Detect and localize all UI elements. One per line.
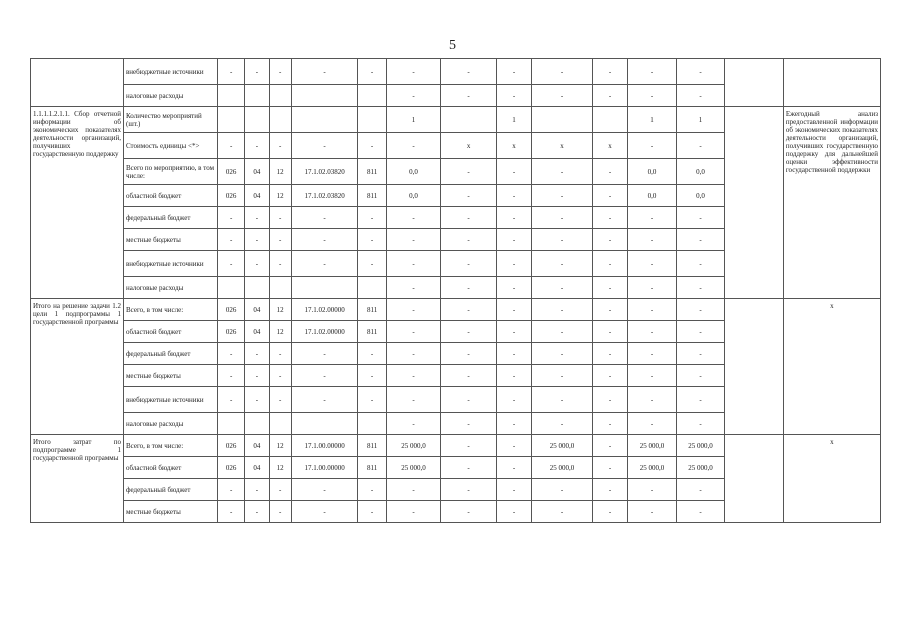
table-cell: -	[592, 321, 627, 343]
table-cell: 17.1.02.03820	[291, 159, 358, 185]
table-cell: -	[386, 501, 441, 523]
table-cell: 1	[386, 107, 441, 133]
table-cell: -	[496, 251, 531, 277]
table-cell: -	[592, 387, 627, 413]
row-label: областной бюджет	[123, 185, 217, 207]
table-cell	[358, 413, 386, 435]
table-cell: -	[496, 159, 531, 185]
table-cell: -	[628, 85, 677, 107]
table-cell: -	[676, 321, 725, 343]
table-cell: -	[532, 85, 593, 107]
table-cell: -	[245, 207, 269, 229]
table-cell	[269, 107, 291, 133]
table-cell: -	[532, 277, 593, 299]
row-label: федеральный бюджет	[123, 343, 217, 365]
table-cell: -	[269, 207, 291, 229]
table-cell: -	[269, 501, 291, 523]
table-cell: 25 000,0	[676, 435, 725, 457]
table-cell: 25 000,0	[676, 457, 725, 479]
table-cell: -	[217, 501, 244, 523]
table-cell: -	[291, 251, 358, 277]
table-cell: -	[441, 457, 497, 479]
row-label: налоговые расходы	[123, 277, 217, 299]
table-cell: -	[386, 321, 441, 343]
empty-column	[725, 299, 784, 435]
table-cell: -	[592, 343, 627, 365]
table-cell: -	[441, 479, 497, 501]
table-cell: 026	[217, 299, 244, 321]
table-cell: 12	[269, 159, 291, 185]
table-cell: 811	[358, 159, 386, 185]
table-cell	[217, 277, 244, 299]
table-cell: 026	[217, 159, 244, 185]
table-cell: -	[269, 251, 291, 277]
block-title: Итого затрат по подпрограмме 1 государственной программы	[31, 435, 124, 523]
table-cell: -	[496, 457, 531, 479]
table-cell: -	[532, 321, 593, 343]
table-cell: -	[358, 229, 386, 251]
table-cell	[532, 107, 593, 133]
table-cell: -	[496, 435, 531, 457]
table-cell: -	[496, 207, 531, 229]
table-cell: -	[217, 343, 244, 365]
table-cell: -	[592, 59, 627, 85]
table-cell: -	[676, 365, 725, 387]
table-cell: 12	[269, 457, 291, 479]
block-title	[31, 59, 124, 107]
table-cell: -	[386, 387, 441, 413]
table-cell: -	[291, 59, 358, 85]
table-cell	[358, 277, 386, 299]
table-cell	[217, 85, 244, 107]
table-cell: x	[532, 133, 593, 159]
table-cell: 811	[358, 321, 386, 343]
table-cell: -	[386, 207, 441, 229]
row-label: местные бюджеты	[123, 229, 217, 251]
table-cell: -	[592, 299, 627, 321]
table-cell: -	[269, 387, 291, 413]
table-cell: -	[496, 85, 531, 107]
table-cell	[592, 107, 627, 133]
table-cell: -	[217, 479, 244, 501]
table-cell: -	[532, 299, 593, 321]
table-cell: 811	[358, 435, 386, 457]
table-cell: 0,0	[628, 159, 677, 185]
table-cell: -	[496, 321, 531, 343]
block-note: x	[783, 299, 880, 435]
table-cell: -	[217, 229, 244, 251]
table-cell: -	[441, 85, 497, 107]
table-cell: -	[628, 387, 677, 413]
table-cell: -	[386, 413, 441, 435]
table-cell: -	[592, 435, 627, 457]
table-cell: -	[217, 387, 244, 413]
budget-table	[30, 58, 881, 523]
block-title: Итого на решение задачи 1.2 цели 1 подпрограммы 1 государственной программы	[31, 299, 124, 435]
table-cell	[269, 85, 291, 107]
table-cell: 17.1.00.00000	[291, 457, 358, 479]
table-cell: -	[532, 59, 593, 85]
table-cell: -	[532, 413, 593, 435]
table-cell: -	[386, 343, 441, 365]
table-cell: -	[291, 343, 358, 365]
table-cell: -	[386, 133, 441, 159]
table-cell: 811	[358, 457, 386, 479]
row-label: местные бюджеты	[123, 365, 217, 387]
block-note: Ежегодный анализ предоставленной информации об экономических показателях деятельности организаций, получивших государственную поддержку для дальнейшей оценки эффективности государственной поддержки	[783, 107, 880, 299]
table-cell: 25 000,0	[628, 435, 677, 457]
table-cell: -	[676, 133, 725, 159]
table-cell: -	[245, 343, 269, 365]
table-cell: -	[496, 185, 531, 207]
row-label: местные бюджеты	[123, 501, 217, 523]
table-cell: 17.1.02.00000	[291, 321, 358, 343]
table-cell: -	[532, 479, 593, 501]
table-cell: 0,0	[676, 159, 725, 185]
table-cell: 026	[217, 435, 244, 457]
table-cell: -	[386, 299, 441, 321]
table-cell: -	[441, 159, 497, 185]
table-cell: -	[628, 277, 677, 299]
table-cell	[217, 107, 244, 133]
table-cell: 17.1.02.03820	[291, 185, 358, 207]
table-cell: -	[592, 185, 627, 207]
table-cell: -	[245, 251, 269, 277]
table-cell: 25 000,0	[532, 457, 593, 479]
table-cell	[291, 107, 358, 133]
table-cell: -	[386, 365, 441, 387]
table-cell: -	[676, 413, 725, 435]
table-cell: 1	[676, 107, 725, 133]
table-cell: x	[441, 133, 497, 159]
table-cell: 0,0	[676, 185, 725, 207]
row-label: внебюджетные источники	[123, 387, 217, 413]
table-cell: -	[245, 501, 269, 523]
table-cell: 04	[245, 159, 269, 185]
table-cell: -	[676, 229, 725, 251]
table-cell: -	[496, 501, 531, 523]
table-cell: -	[532, 229, 593, 251]
table-cell: 12	[269, 321, 291, 343]
table-cell: x	[496, 133, 531, 159]
table-cell: -	[676, 59, 725, 85]
table-cell: 811	[358, 299, 386, 321]
table-cell: -	[496, 479, 531, 501]
table-cell: 04	[245, 321, 269, 343]
table-cell	[441, 107, 497, 133]
table-cell: -	[245, 229, 269, 251]
table-cell: 811	[358, 185, 386, 207]
table-cell: -	[628, 321, 677, 343]
table-cell: -	[496, 299, 531, 321]
table-cell: -	[291, 479, 358, 501]
row-label: федеральный бюджет	[123, 207, 217, 229]
table-cell: -	[592, 365, 627, 387]
row-label: Стоимость единицы <*>	[123, 133, 217, 159]
row-label: налоговые расходы	[123, 85, 217, 107]
table-cell: -	[358, 365, 386, 387]
table-cell: -	[592, 479, 627, 501]
table-cell: -	[245, 479, 269, 501]
table-cell: -	[386, 85, 441, 107]
table-cell: -	[628, 413, 677, 435]
table-cell	[358, 85, 386, 107]
table-cell: 12	[269, 185, 291, 207]
table-cell: -	[441, 299, 497, 321]
block-title: 1.1.1.1.2.1.1. Сбор отчетной информации об экономических показателях деятельности организаций, получивших государственную поддержку	[31, 107, 124, 299]
table-cell: -	[291, 387, 358, 413]
block-note	[783, 59, 880, 107]
table-cell: -	[441, 435, 497, 457]
table-cell	[245, 107, 269, 133]
table-cell: 04	[245, 435, 269, 457]
table-cell: -	[592, 277, 627, 299]
table-cell: 1	[496, 107, 531, 133]
table-cell: -	[592, 207, 627, 229]
table-cell: 026	[217, 185, 244, 207]
table-cell: -	[441, 251, 497, 277]
table-cell: -	[592, 251, 627, 277]
row-label: Количество мероприятий (шт.)	[123, 107, 217, 133]
table-cell: -	[532, 185, 593, 207]
table-cell: -	[628, 59, 677, 85]
row-label: федеральный бюджет	[123, 479, 217, 501]
table-cell: -	[676, 85, 725, 107]
table-cell: -	[628, 133, 677, 159]
table-cell: -	[269, 365, 291, 387]
row-label: внебюджетные источники	[123, 251, 217, 277]
empty-column	[725, 59, 784, 107]
table-cell: -	[245, 365, 269, 387]
table-cell: -	[532, 207, 593, 229]
table-row	[31, 435, 881, 457]
table-cell: 25 000,0	[628, 457, 677, 479]
row-label: внебюджетные источники	[123, 59, 217, 85]
table-cell: -	[676, 343, 725, 365]
block-note: x	[783, 435, 880, 523]
table-cell: 12	[269, 299, 291, 321]
row-label: Всего, в том числе:	[123, 299, 217, 321]
table-cell: -	[676, 299, 725, 321]
table-cell: -	[628, 207, 677, 229]
table-cell: -	[628, 229, 677, 251]
table-cell: -	[496, 387, 531, 413]
table-cell: -	[269, 229, 291, 251]
table-cell: 25 000,0	[386, 435, 441, 457]
table-cell: 0,0	[386, 185, 441, 207]
table-cell: -	[441, 365, 497, 387]
table-cell: -	[592, 159, 627, 185]
table-cell: -	[441, 207, 497, 229]
table-cell: -	[676, 501, 725, 523]
table-cell: -	[676, 387, 725, 413]
table-cell: -	[441, 59, 497, 85]
table-cell: -	[245, 59, 269, 85]
table-cell	[291, 85, 358, 107]
table-cell	[245, 413, 269, 435]
table-cell: -	[592, 413, 627, 435]
table-cell: 25 000,0	[532, 435, 593, 457]
table-row	[31, 299, 881, 321]
table-cell: -	[358, 343, 386, 365]
table-cell: -	[532, 159, 593, 185]
table-cell: -	[441, 229, 497, 251]
table-cell: -	[358, 479, 386, 501]
table-cell: -	[291, 365, 358, 387]
table-cell: -	[676, 207, 725, 229]
table-cell: -	[441, 277, 497, 299]
table-cell: -	[496, 229, 531, 251]
table-cell: -	[628, 479, 677, 501]
table-cell: -	[628, 251, 677, 277]
table-cell: -	[676, 479, 725, 501]
table-cell: -	[291, 133, 358, 159]
table-cell: -	[269, 59, 291, 85]
table-cell: -	[496, 277, 531, 299]
table-cell: -	[386, 479, 441, 501]
table-cell: -	[441, 501, 497, 523]
table-cell: -	[592, 457, 627, 479]
table-cell: -	[291, 207, 358, 229]
table-cell: -	[217, 133, 244, 159]
row-label: областной бюджет	[123, 321, 217, 343]
table-cell: 0,0	[628, 185, 677, 207]
table-row	[31, 107, 881, 133]
table-cell: -	[217, 251, 244, 277]
table-cell: 17.1.00.00000	[291, 435, 358, 457]
table-cell: 04	[245, 299, 269, 321]
table-cell: -	[628, 343, 677, 365]
table-cell: -	[532, 343, 593, 365]
table-cell	[291, 413, 358, 435]
table-cell: -	[532, 251, 593, 277]
table-cell: -	[592, 85, 627, 107]
empty-column	[725, 107, 784, 299]
page-number: 5	[449, 38, 456, 53]
table-cell: -	[358, 59, 386, 85]
table-cell: 026	[217, 457, 244, 479]
table-cell: -	[291, 501, 358, 523]
table-cell: -	[269, 343, 291, 365]
table-cell: 25 000,0	[386, 457, 441, 479]
table-cell: -	[676, 251, 725, 277]
table-cell: -	[532, 501, 593, 523]
table-cell: -	[291, 229, 358, 251]
table-cell: -	[441, 185, 497, 207]
table-cell	[245, 277, 269, 299]
table-cell: -	[358, 387, 386, 413]
table-cell	[269, 277, 291, 299]
table-row	[31, 59, 881, 85]
table-cell: -	[217, 59, 244, 85]
table-cell: -	[592, 229, 627, 251]
table-cell: 04	[245, 185, 269, 207]
table-cell: -	[386, 277, 441, 299]
table-cell: 0,0	[386, 159, 441, 185]
row-label: областной бюджет	[123, 457, 217, 479]
table-cell: -	[358, 251, 386, 277]
table-cell: 12	[269, 435, 291, 457]
table-cell: -	[386, 229, 441, 251]
table-cell: -	[245, 387, 269, 413]
table-cell	[269, 413, 291, 435]
table-cell: 1	[628, 107, 677, 133]
table-cell: 17.1.02.00000	[291, 299, 358, 321]
table-cell: -	[358, 133, 386, 159]
table-cell: -	[532, 365, 593, 387]
row-label: налоговые расходы	[123, 413, 217, 435]
row-label: Всего по мероприятию, в том числе:	[123, 159, 217, 185]
table-cell: -	[676, 277, 725, 299]
table-cell: -	[386, 251, 441, 277]
table-cell	[217, 413, 244, 435]
table-cell: -	[358, 501, 386, 523]
table-cell: 026	[217, 321, 244, 343]
table-cell: -	[628, 365, 677, 387]
table-cell: -	[441, 387, 497, 413]
table-cell: -	[245, 133, 269, 159]
table-cell: -	[358, 207, 386, 229]
table-cell: 04	[245, 457, 269, 479]
table-cell: -	[628, 299, 677, 321]
table-cell	[291, 277, 358, 299]
empty-column	[725, 435, 784, 523]
table-cell: -	[269, 479, 291, 501]
table-cell: -	[496, 413, 531, 435]
table-cell: -	[217, 207, 244, 229]
table-cell: -	[496, 59, 531, 85]
table-cell: -	[532, 387, 593, 413]
table-cell: -	[496, 343, 531, 365]
row-label: Всего, в том числе:	[123, 435, 217, 457]
table-cell: -	[217, 365, 244, 387]
table-cell	[245, 85, 269, 107]
table-cell: -	[496, 365, 531, 387]
table-cell: -	[441, 343, 497, 365]
table-cell: -	[386, 59, 441, 85]
table-cell: -	[628, 501, 677, 523]
table-cell: -	[592, 501, 627, 523]
table-cell	[358, 107, 386, 133]
table-cell: x	[592, 133, 627, 159]
table-cell: -	[441, 321, 497, 343]
table-cell: -	[441, 413, 497, 435]
table-cell: -	[269, 133, 291, 159]
